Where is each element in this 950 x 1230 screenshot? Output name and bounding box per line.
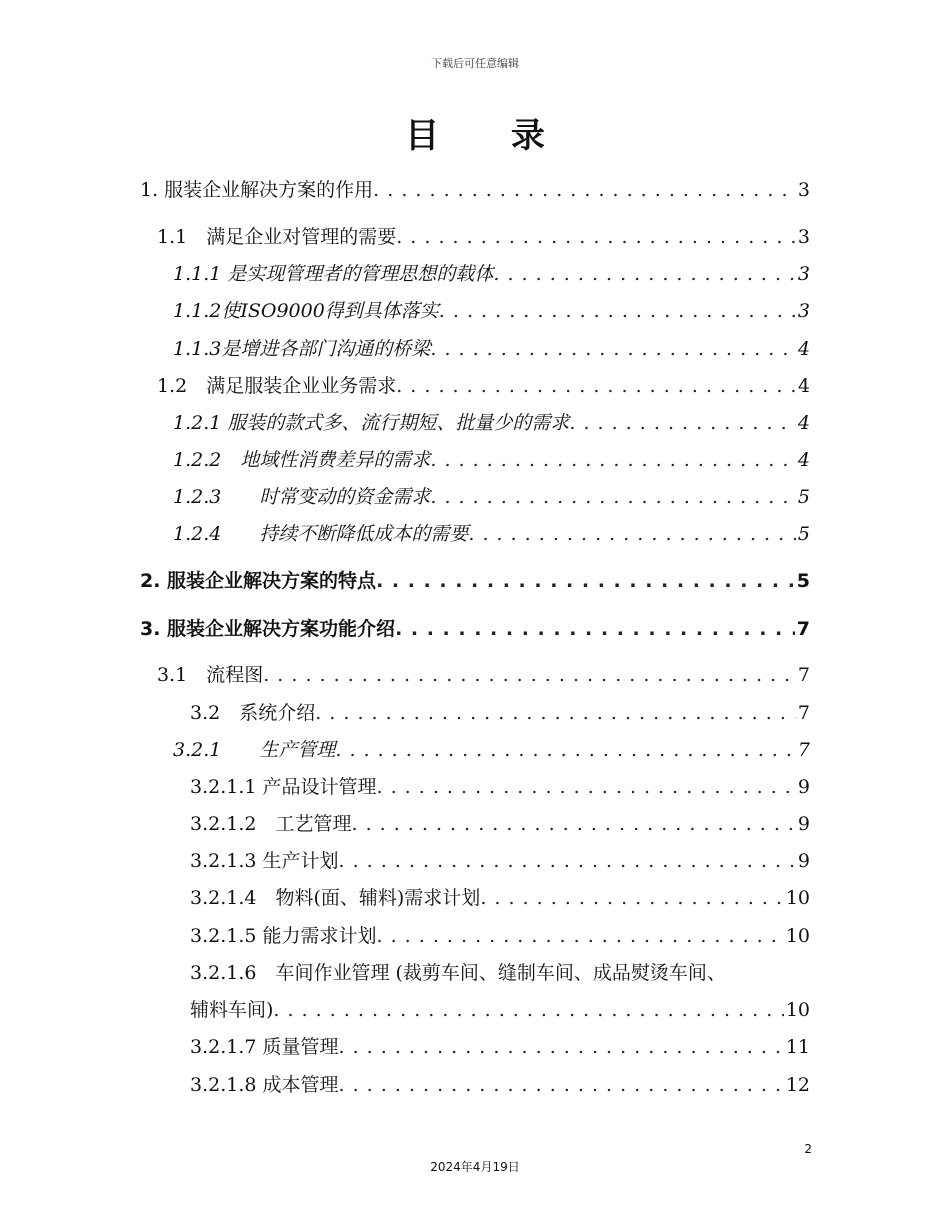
toc-title: 目 录 — [405, 116, 575, 156]
toc-entry[interactable]: 1.2 满足服装企业业务需求 . . . 4 — [157, 367, 810, 405]
toc-entry[interactable]: 1. 服装企业解决方案的作用 . . . 3 — [140, 171, 810, 209]
page-number: 2 — [804, 1142, 812, 1156]
toc-entry[interactable]: 1.1 满足企业对管理的需要 . . . 3 — [157, 218, 810, 256]
toc-entry[interactable]: 1.1.1 是实现管理者的管理思想的载体 . . . 3 — [173, 255, 810, 293]
toc-entry[interactable]: 1.2.2 地域性消费差异的需求 . . . 4 — [173, 441, 810, 479]
toc-entry[interactable]: 3.2.1.5 能力需求计划 . . . 10 — [190, 917, 810, 955]
toc-entry[interactable]: 辅料车间) . . . 10 — [190, 991, 810, 1029]
toc-entry[interactable]: 3.2.1 生产管理 . . . 7 — [173, 731, 810, 769]
toc-entry[interactable]: 1.2.1 服装的款式多、流行期短、批量少的需求 . . . 4 — [173, 404, 810, 442]
toc-entry[interactable]: 3.1 流程图 . . . 7 — [157, 656, 810, 694]
toc-entry[interactable]: 2. 服装企业解决方案的特点 . . . 5 — [140, 562, 810, 600]
toc-entry[interactable]: 1.1.2使ISO9000得到具体落实 . . . 3 — [173, 292, 810, 330]
toc-entry[interactable]: 3.2.1.3 生产计划 . . . 9 — [190, 842, 810, 880]
toc-entry[interactable]: 3.2.1.4 物料(面、辅料)需求计划 . . . 10 — [190, 879, 810, 917]
toc-entry[interactable]: 1.2.3 时常变动的资金需求 . . . 5 — [173, 478, 810, 516]
toc-entry[interactable]: 3.2.1.2 工艺管理 . . . 9 — [190, 805, 810, 843]
page-header: 下载后可任意编辑 — [431, 57, 519, 70]
footer-date: 2024年4月19日 — [430, 1160, 520, 1174]
toc-entry[interactable]: 3.2 系统介绍 . . . 7 — [190, 694, 810, 732]
toc-entry[interactable]: 3.2.1.8 成本管理 . . . 12 — [190, 1066, 810, 1104]
toc-entry[interactable]: 3.2.1.1 产品设计管理 . . . 9 — [190, 768, 810, 806]
toc-entry[interactable]: 1.2.4 持续不断降低成本的需要 . . . 5 — [173, 515, 810, 553]
toc-entry[interactable]: 3. 服装企业解决方案功能介绍 . . . 7 — [140, 610, 810, 648]
toc-entry[interactable]: 1.1.3是增进各部门沟通的桥梁 . . . 4 — [173, 330, 810, 368]
toc-entry-first-line[interactable]: 3.2.1.6 车间作业管理 (裁剪车间、缝制车间、成品熨烫车间、 — [190, 962, 726, 984]
toc-entry[interactable]: 3.2.1.7 质量管理 . . . 11 — [190, 1028, 810, 1066]
